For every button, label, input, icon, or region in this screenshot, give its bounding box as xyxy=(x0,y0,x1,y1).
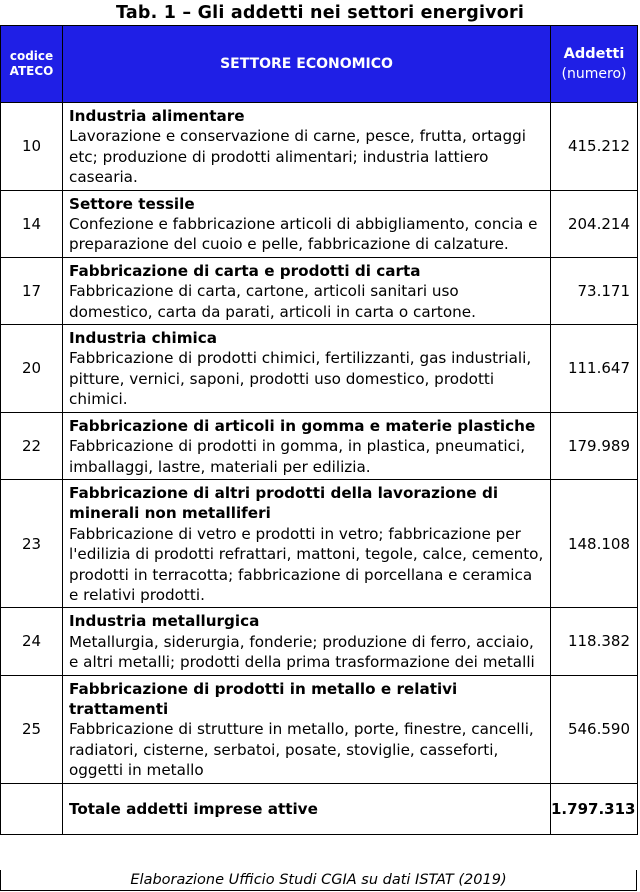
sector-cell xyxy=(63,190,551,257)
sector-name: Industria chimica xyxy=(69,329,217,348)
ateco-code-cell: 14 xyxy=(1,190,63,257)
total-row xyxy=(1,783,638,834)
table-row xyxy=(1,412,638,479)
source-note: Elaborazione Ufficio Studi CGIA su dati ISTAT (2019) xyxy=(0,870,637,891)
sector-name: Fabbricazione di articoli in gomma e materie plastiche xyxy=(69,416,536,435)
ateco-code-cell: 10 xyxy=(1,103,63,191)
employees-count-cell: 73.171 xyxy=(551,257,638,324)
header-sector: SETTORE ECONOMICO xyxy=(63,26,551,103)
sector-cell xyxy=(63,675,551,783)
sector-cell xyxy=(63,412,551,479)
sector-description: Lavorazione e conservazione di carne, pesce, frutta, ortaggi etc; produzione di prodotti alimentari; industria lattiero casearia. xyxy=(69,127,526,187)
header-code-line2: ATECO xyxy=(9,64,54,78)
ateco-code-cell: 20 xyxy=(1,325,63,413)
ateco-code-cell: 22 xyxy=(1,412,63,479)
total-label: Totale addetti imprese attive xyxy=(63,783,551,834)
sector-cell xyxy=(63,257,551,324)
header-employees xyxy=(551,26,638,103)
ateco-code-cell: 23 xyxy=(1,479,63,607)
table-row xyxy=(1,257,638,324)
employees-count-cell: 546.590 xyxy=(551,675,638,783)
employees-count-cell: 415.212 xyxy=(551,103,638,191)
sector-name: Fabbricazione di carta e prodotti di carta xyxy=(69,261,421,280)
table-title: Tab. 1 – Gli addetti nei settori energivori xyxy=(115,3,525,23)
header-ateco-code xyxy=(1,26,63,103)
sector-cell xyxy=(63,479,551,607)
sector-description: Metallurgia, siderurgia, fonderie; produzione di ferro, acciaio, e altri metalli; prodotti della prima trasformazione dei metalli xyxy=(69,632,535,672)
ateco-code-cell: 25 xyxy=(1,675,63,783)
employees-count-cell: 111.647 xyxy=(551,325,638,413)
sector-description: Fabbricazione di strutture in metallo, porte, finestre, cancelli, radiatori, cisterne, serbatoi, posate, stoviglie, casseforti, oggetti in metallo xyxy=(69,720,534,780)
sector-description: Fabbricazione di carta, cartone, articoli sanitari uso domestico, carta da parati, articoli in carta o cartone. xyxy=(69,282,476,321)
table-row xyxy=(1,190,638,257)
employees-count-cell: 179.989 xyxy=(551,412,638,479)
sector-description: Confezione e fabbricazione articoli di abbigliamento, concia e preparazione del cuoio e pelle, fabbricazione di calzature. xyxy=(69,215,538,254)
header-count-line2: (numero) xyxy=(561,66,627,82)
ateco-code-cell: 24 xyxy=(1,608,63,675)
sector-name: Fabbricazione di altri prodotti della lavorazione di minerali non metalliferi xyxy=(69,483,499,523)
table-row xyxy=(1,479,638,607)
sector-description: Fabbricazione di vetro e prodotti in vetro; fabbricazione per l'edilizia di prodotti refrattari, mattoni, tegole, calce, cemento, prodotti in terracotta; fabbricazione di porcellana e ceramica e relativi prodotti. xyxy=(69,524,544,604)
sector-description: Fabbricazione di prodotti chimici, fertilizzanti, gas industriali, pitture, vernici, saponi, prodotti uso domestico, prodotti chimici. xyxy=(69,349,532,409)
sector-cell xyxy=(63,325,551,413)
sector-name: Settore tessile xyxy=(69,194,195,213)
ateco-code-cell: 17 xyxy=(1,257,63,324)
sector-description: Fabbricazione di prodotti in gomma, in plastica, pneumatici, imballaggi, lastre, materiali per edilizia. xyxy=(69,437,526,476)
table-row xyxy=(1,325,638,413)
sector-name: Fabbricazione di prodotti in metallo e relativi trattamenti xyxy=(69,679,458,718)
sector-name: Industria alimentare xyxy=(69,107,245,125)
table-row xyxy=(1,675,638,783)
sector-name: Industria metallurgica xyxy=(69,612,260,631)
sector-cell xyxy=(63,608,551,675)
header-count-line1: Addetti xyxy=(563,46,625,62)
employees-count-cell: 148.108 xyxy=(551,479,638,607)
sector-cell xyxy=(63,103,551,191)
total-code-cell xyxy=(1,783,63,834)
employees-count-cell: 118.382 xyxy=(551,608,638,675)
header-code-line1: codice xyxy=(9,49,54,63)
table-header-row xyxy=(1,26,638,103)
total-value: 1.797.313 xyxy=(551,783,638,834)
employees-table xyxy=(0,25,638,835)
table-row xyxy=(1,103,638,191)
employees-count-cell: 204.214 xyxy=(551,190,638,257)
table-row xyxy=(1,608,638,675)
